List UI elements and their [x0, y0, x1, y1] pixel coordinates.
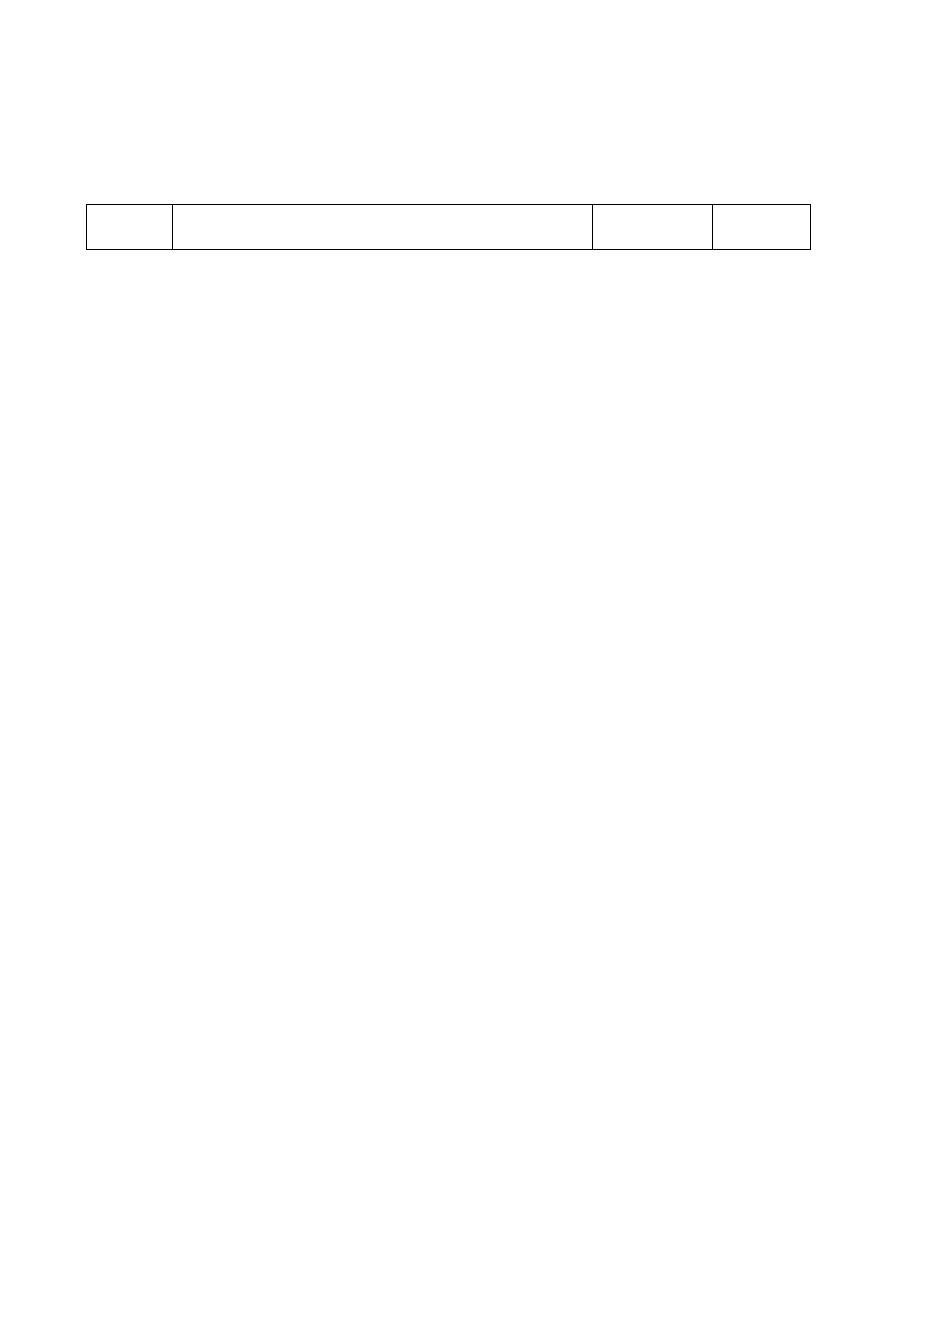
header-content [172, 204, 593, 250]
header-receiving-dept [592, 204, 713, 250]
header-dept [86, 204, 173, 250]
header-signature [712, 204, 811, 250]
